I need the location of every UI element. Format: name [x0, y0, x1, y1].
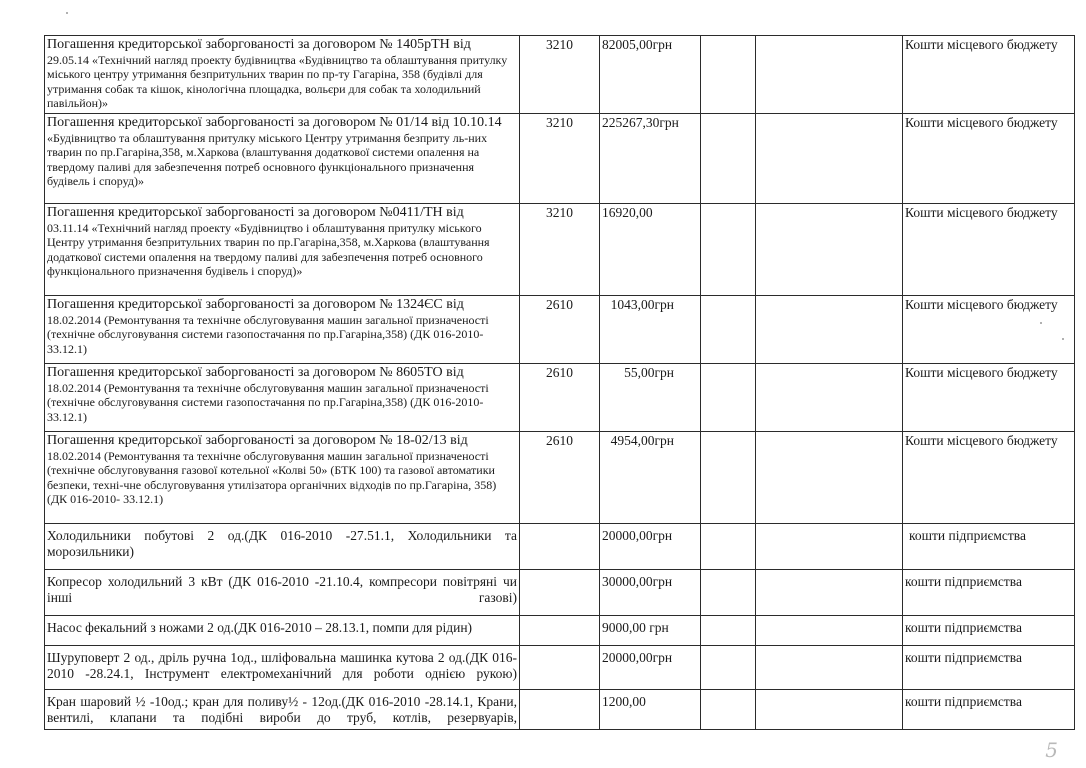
empty-cell: [701, 646, 756, 690]
kekv-code: 3210: [520, 114, 600, 204]
empty-cell: [756, 616, 903, 646]
funding-source: Кошти місцевого бюджету: [903, 204, 1075, 296]
description-detail: 18.02.2014 (Ремонтування та технічне обслуговування машин загальної призначеності (технічне обслуговування газової котельної «Колві 50» (БТК 100) та газової автоматики безпеки, техні-чне обслуговування утилізатора органічних відходів по пр.Гагаріна, 358) (ДК 016-2010- 33.12.1): [47, 448, 497, 506]
empty-cell: [701, 432, 756, 524]
kekv-code: [520, 570, 600, 616]
kekv-code: 3210: [520, 36, 600, 114]
amount: 30000,00грн: [600, 570, 701, 616]
description-detail: 18.02.2014 (Ремонтування та технічне обслуговування машин загальної призначеності (технічне обслуговування системи газопостачання по пр.Гагаріна,358) (ДК 016-2010- 33.12.1): [47, 380, 489, 424]
description-lead: Погашення кредиторської заборгованості за договором № 01/14 від 10.10.14: [47, 115, 502, 130]
empty-cell: [756, 296, 903, 364]
funding-source: Кошти місцевого бюджету: [903, 36, 1075, 114]
funding-source: Кошти місцевого бюджету: [903, 114, 1075, 204]
kekv-code: 2610: [520, 296, 600, 364]
description-detail: 29.05.14 «Технічний нагляд проекту будівництва «Будівництво та облаштування притулку міського центру утримання безпритульних тварин по пр-ту Гагаріна, 358 (будівлі для утримання собак та кішок, кінологічна площадка, вольєри для собак та холодильний павільйон)»: [47, 52, 508, 110]
description-cell: Холодильники побутові 2 од.(ДК 016-2010 -27.51.1, Холодильники та морозильники): [45, 524, 520, 570]
amount: 1200,00: [600, 690, 701, 730]
description-lead: Погашення кредиторської заборгованості за договором № 1324ЄС від: [47, 297, 464, 312]
funding-source: кошти підприємства: [903, 646, 1075, 690]
description-cell: [45, 36, 520, 114]
empty-cell: [756, 114, 903, 204]
table-row: [45, 204, 1075, 296]
table-row: [45, 616, 1075, 646]
empty-cell: [701, 690, 756, 730]
table-row: [45, 432, 1075, 524]
kekv-code: [520, 616, 600, 646]
scan-speck: [66, 12, 68, 14]
amount: 55,00грн: [600, 364, 701, 432]
kekv-code: 2610: [520, 364, 600, 432]
empty-cell: [756, 524, 903, 570]
description-lead: Погашення кредиторської заборгованості за договором № 8605ТО від: [47, 365, 464, 380]
kekv-code: [520, 524, 600, 570]
description-cell: [45, 114, 520, 204]
amount: 82005,00грн: [600, 36, 701, 114]
kekv-code: 2610: [520, 432, 600, 524]
empty-cell: [756, 432, 903, 524]
kekv-code: [520, 690, 600, 730]
funding-source: кошти підприємства: [903, 690, 1075, 730]
amount: 4954,00грн: [600, 432, 701, 524]
procurement-table: [44, 35, 1075, 730]
funding-source: Кошти місцевого бюджету: [903, 432, 1075, 524]
description-lead: Погашення кредиторської заборгованості за договором №0411/ТН від: [47, 205, 464, 220]
amount: 9000,00 грн: [600, 616, 701, 646]
empty-cell: [756, 204, 903, 296]
table-row: [45, 646, 1075, 690]
empty-cell: [701, 114, 756, 204]
funding-source: Кошти місцевого бюджету: [903, 364, 1075, 432]
table-row: [45, 364, 1075, 432]
funding-source: кошти підприємства: [903, 570, 1075, 616]
empty-cell: [701, 570, 756, 616]
amount: 1043,00грн: [600, 296, 701, 364]
empty-cell: [756, 690, 903, 730]
description-detail: 03.11.14 «Технічний нагляд проекту «Будівництво і облаштування притулку міського Центру утримання безпритульних тварин по пр.Гагаріна,358, м.Харкова (влаштування додаткової системи опалення на твердому паливі для забезпечення потреб основного функціонального призначення будівель і споруд)»: [47, 220, 490, 278]
table-row: [45, 524, 1075, 570]
empty-cell: [756, 36, 903, 114]
table-row: [45, 114, 1075, 204]
scan-speck: [1062, 338, 1064, 340]
empty-cell: [701, 296, 756, 364]
empty-cell: [701, 364, 756, 432]
description-cell: Шуруповерт 2 од., дріль ручна 1од., шліфовальна машинка кутова 2 од.(ДК 016-2010 -28.24.1, Інструмент електромеханічний для роботи однією рукою): [45, 646, 520, 690]
table-row: [45, 690, 1075, 730]
kekv-code: 3210: [520, 204, 600, 296]
empty-cell: [701, 616, 756, 646]
empty-cell: [701, 36, 756, 114]
scan-speck: [1040, 322, 1042, 324]
description-detail: 18.02.2014 (Ремонтування та технічне обслуговування машин загальної призначеності (технічне обслуговування системи газопостачання по пр.Гагаріна,358) (ДК 016-2010- 33.12.1): [47, 312, 489, 356]
amount: 20000,00грн: [600, 646, 701, 690]
funding-source: кошти підприємства: [903, 524, 1075, 570]
description-lead: Погашення кредиторської заборгованості за договором № 1405рТН від: [47, 37, 471, 52]
description-cell: Кран шаровий ½ -10од.; кран для поливу½ - 12од.(ДК 016-2010 -28.14.1, Крани, вентилі, клапани та подібні вироби до труб, котлів, резервуарів,: [45, 690, 520, 730]
description-detail: «Будівництво та облаштування притулку міського Центру утримання безприту ль-них тварин по пр.Гагаріна,358, м.Харкова (влаштування додаткової системи опалення на твердому паливі для забезпечення потреб основного функціонального призначення будівель і споруд)»: [47, 130, 488, 188]
procurement-plan-page: [44, 35, 1074, 730]
amount: 225267,30грн: [600, 114, 701, 204]
kekv-code: [520, 646, 600, 690]
empty-cell: [756, 364, 903, 432]
table-row: [45, 296, 1075, 364]
empty-cell: [756, 570, 903, 616]
table-row: [45, 570, 1075, 616]
amount: 20000,00грн: [600, 524, 701, 570]
empty-cell: [756, 646, 903, 690]
description-lead: Погашення кредиторської заборгованості за договором № 18-02/13 від: [47, 433, 468, 448]
description-cell: [45, 296, 520, 364]
funding-source: Кошти місцевого бюджету: [903, 296, 1075, 364]
description-cell: Насос фекальний з ножами 2 од.(ДК 016-2010 – 28.13.1, помпи для рідин): [45, 616, 520, 646]
funding-source: кошти підприємства: [903, 616, 1075, 646]
empty-cell: [701, 204, 756, 296]
amount: 16920,00: [600, 204, 701, 296]
description-cell: Копресор холодильний 3 кВт (ДК 016-2010 -21.10.4, компресори повітряні чи інші газові): [45, 570, 520, 616]
description-cell: [45, 432, 520, 524]
description-cell: [45, 364, 520, 432]
page-number: 5: [1045, 738, 1058, 762]
table-row: [45, 36, 1075, 114]
description-cell: [45, 204, 520, 296]
empty-cell: [701, 524, 756, 570]
